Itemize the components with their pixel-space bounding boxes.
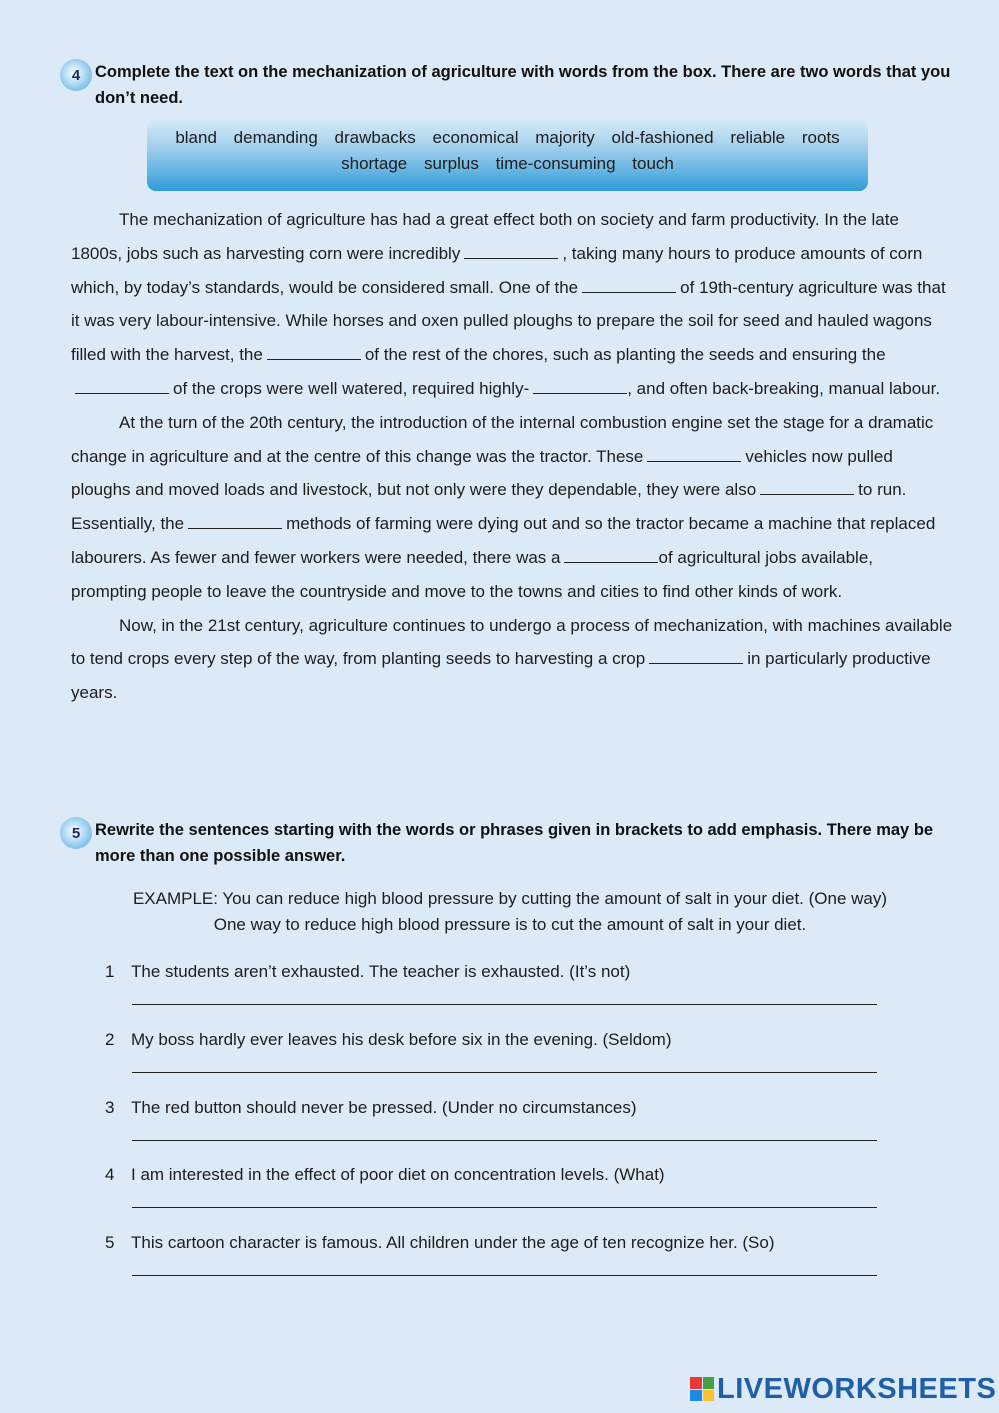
- example-question: EXAMPLE: You can reduce high blood pressure by cutting the amount of salt in your diet. (One way): [132, 889, 888, 908]
- exercise-instruction: Complete the text on the mechanization of agriculture with words from the box. There are two words that you don’t need.: [95, 63, 951, 107]
- item-number: 5: [105, 1233, 115, 1252]
- exercise-4-header: [60, 59, 980, 115]
- word-chip[interactable]: old-fashioned: [611, 128, 714, 147]
- item-sentence: My boss hardly ever leaves his desk before six in the evening. (Seldom): [131, 1030, 672, 1049]
- item-sentence: The students aren’t exhausted. The teacher is exhausted. (It’s not): [131, 962, 631, 981]
- word-chip[interactable]: demanding: [233, 128, 318, 147]
- answer-line[interactable]: [132, 1140, 877, 1141]
- gap-7[interactable]: [760, 476, 854, 495]
- exercise-5-header: [60, 817, 980, 873]
- passage-text: Now, in the 21st century, agriculture continues to undergo a process of mechanization, with machines available to tend crops every step of the way, from planting seeds to harvesting a crop: [71, 615, 953, 669]
- passage-text: to run. Essentially, the: [71, 480, 907, 534]
- passage-text: methods of farming were dying out and so the tractor became a machine that replaced labourers. As fewer and fewer workers were needed, there was a: [71, 514, 936, 567]
- word-box-row-2: [157, 151, 858, 177]
- word-chip[interactable]: surplus: [424, 154, 479, 173]
- logo-grid-icon: [690, 1377, 714, 1401]
- word-chip[interactable]: drawbacks: [334, 128, 416, 147]
- gap-8[interactable]: [188, 510, 282, 529]
- word-chip[interactable]: majority: [535, 128, 595, 147]
- logo-square: [703, 1377, 715, 1389]
- exercise-number-badge: 4: [60, 59, 92, 91]
- gap-6[interactable]: [647, 443, 741, 462]
- item-sentence: The red button should never be pressed. (Under no circumstances): [131, 1098, 637, 1117]
- logo-square: [690, 1377, 702, 1389]
- liveworksheets-logo[interactable]: [690, 1372, 996, 1406]
- logo-square: [690, 1390, 702, 1402]
- gap-5[interactable]: [533, 375, 627, 394]
- gap-10[interactable]: [649, 645, 743, 664]
- gap-1[interactable]: [464, 240, 558, 259]
- passage-text: , and often back-breaking, manual labour.: [627, 378, 941, 398]
- passage-text: of the rest of the chores, such as planting the seeds and ensuring the: [364, 345, 886, 365]
- passage-text: , taking many hours to produce amounts of corn which, by today’s standards, would be considered small. One of the: [71, 243, 923, 297]
- passage-paragraph-3: [71, 609, 953, 710]
- passage-text: vehicles now pulled ploughs and moved loads and livestock, but not only were they dependable, they were also: [71, 446, 893, 500]
- passage: [71, 203, 953, 710]
- item-sentence: This cartoon character is famous. All children under the age of ten recognize her. (So): [131, 1233, 775, 1252]
- item-number: 1: [105, 962, 115, 981]
- word-chip[interactable]: reliable: [730, 128, 786, 147]
- answer-line[interactable]: [132, 1207, 877, 1208]
- word-box-row-1: [157, 125, 858, 151]
- item-number: 4: [105, 1165, 115, 1184]
- passage-text: of agricultural jobs available, prompting people to leave the countryside and move to the towns and cities to find other kinds of work.: [71, 547, 873, 601]
- logo-text: LIVEWORKSHEETS: [717, 1372, 997, 1405]
- word-chip[interactable]: roots: [801, 128, 840, 147]
- item-number: 3: [105, 1098, 115, 1117]
- exercise-number-badge: 5: [60, 817, 92, 849]
- passage-paragraph-1: [71, 203, 953, 406]
- passage-text: of the crops were well watered, required highly-: [173, 378, 530, 398]
- passage-text: At the turn of the 20th century, the introduction of the internal combustion engine set the stage for a dramatic change in agriculture and at the centre of this change was the tractor. These: [71, 412, 934, 466]
- word-chip[interactable]: bland: [175, 128, 217, 147]
- word-chip[interactable]: time-consuming: [495, 154, 616, 173]
- logo-square: [703, 1390, 715, 1402]
- gap-2[interactable]: [582, 274, 676, 293]
- word-chip[interactable]: shortage: [341, 154, 408, 173]
- passage-text: of 19th-century agriculture was that it was very labour-intensive. While horses and oxen pulled ploughs to prepare the soil for seed and hauled wagons filled with the harvest, the: [71, 277, 946, 365]
- passage-text: The mechanization of agriculture has had a great effect both on society and farm productivity. In the late 1800s, jobs such as harvesting corn were incredibly: [71, 210, 899, 263]
- item-number: 2: [105, 1030, 115, 1049]
- item-sentence: I am interested in the effect of poor diet on concentration levels. (What): [131, 1165, 665, 1184]
- example-answer: One way to reduce high blood pressure is to cut the amount of salt in your diet.: [213, 915, 807, 934]
- gap-3[interactable]: [267, 341, 361, 360]
- word-chip[interactable]: touch: [632, 154, 674, 173]
- passage-paragraph-2: [71, 406, 953, 609]
- answer-line[interactable]: [132, 1275, 877, 1276]
- gap-9[interactable]: [564, 544, 658, 563]
- answer-line[interactable]: [132, 1072, 877, 1073]
- answer-line[interactable]: [132, 1004, 877, 1005]
- example-block: [100, 886, 920, 938]
- word-box: [147, 120, 868, 191]
- gap-4[interactable]: [75, 375, 169, 394]
- passage-text: in particularly productive years.: [71, 649, 931, 703]
- exercise-instruction: Rewrite the sentences starting with the words or phrases given in brackets to add emphasis. There may be more than one possible answer.: [95, 821, 934, 865]
- word-chip[interactable]: economical: [432, 128, 519, 147]
